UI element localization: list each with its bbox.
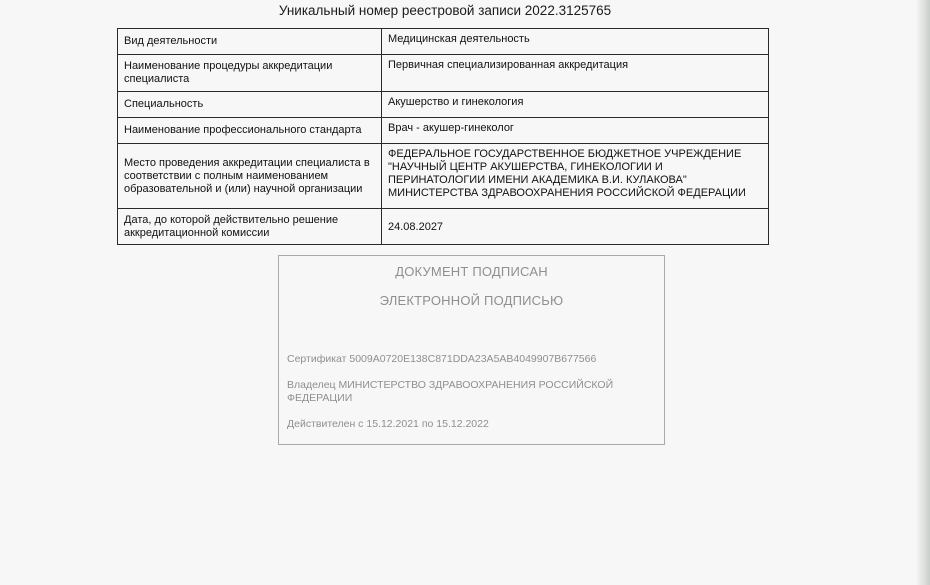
row-value: Врач - акушер-гинеколог [382, 118, 769, 144]
table-row [118, 118, 769, 144]
row-label: Дата, до которой действительно решение аккредитационной комиссии [118, 209, 382, 245]
accreditation-table [117, 28, 769, 245]
electronic-signature-stamp [278, 255, 665, 445]
stamp-heading-electronic: ЭЛЕКТРОННОЙ ПОДПИСЬЮ [379, 293, 564, 308]
table-row [118, 144, 769, 209]
scan-edge-shadow [916, 0, 930, 585]
stamp-certificate: Сертификат 5009A0720E138C871DDA23A5AB4049907B677566 [287, 353, 597, 365]
row-value: Медицинская деятельность [382, 29, 769, 55]
row-value: Первичная специализированная аккредитация [382, 55, 769, 92]
table-row [118, 92, 769, 118]
row-value: ФЕДЕРАЛЬНОЕ ГОСУДАРСТВЕННОЕ БЮДЖЕТНОЕ УЧРЕЖДЕНИЕ "НАУЧНЫЙ ЦЕНТР АКУШЕРСТВА, ГИНЕКОЛОГИИ И ПЕРИНАТОЛОГИИ ИМЕНИ АКАДЕМИКА В.И. КУЛАКОВА" МИНИСТЕРСТВА ЗДРАВООХРАНЕНИЯ РОССИЙСКОЙ ФЕДЕРАЦИИ [382, 144, 769, 209]
row-label: Специальность [118, 92, 382, 118]
table-row [118, 55, 769, 92]
table-row [118, 29, 769, 55]
row-label: Место проведения аккредитации специалиста в соответствии с полным наименованием образовательной и (или) научной организации [118, 144, 382, 209]
stamp-heading-signed: ДОКУМЕНТ ПОДПИСАН [395, 264, 548, 279]
row-value: Акушерство и гинекология [382, 92, 769, 118]
row-label: Наименование профессионального стандарта [118, 118, 382, 144]
row-value: 24.08.2027 [382, 209, 769, 245]
stamp-validity: Действителен с 15.12.2021 по 15.12.2022 [287, 418, 489, 430]
table-row [118, 209, 769, 245]
registry-record-title: Уникальный номер реестровой записи 2022.3125765 [278, 3, 612, 18]
row-label: Наименование процедуры аккредитации специалиста [118, 55, 382, 92]
row-label: Вид деятельности [118, 29, 382, 55]
stamp-owner: Владелец МИНИСТЕРСТВО ЗДРАВООХРАНЕНИЯ РОССИЙСКОЙ ФЕДЕРАЦИИ [287, 379, 614, 404]
